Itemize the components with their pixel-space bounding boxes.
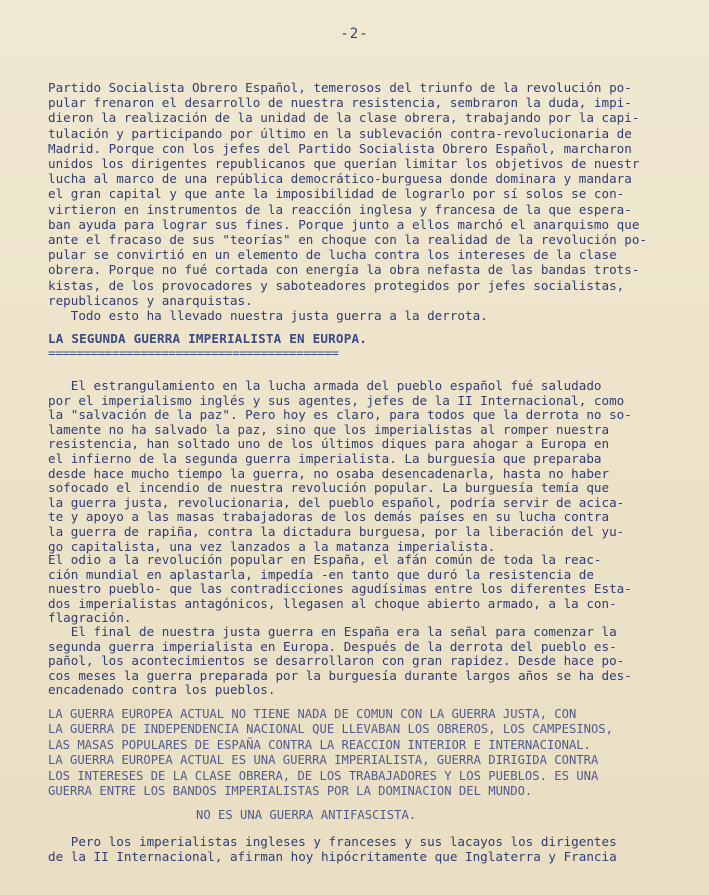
page-number: -2- — [340, 26, 369, 42]
paragraph-line: segunda guerra imperialista en Europa. Después de la derrota del pueblo es- — [48, 638, 617, 654]
paragraph-line: cos meses la guerra preparada por la burguesía durante largos años se ha des- — [48, 667, 632, 683]
paragraph-line: kistas, de los provocadores y saboteadores protegidos por jefes socialistas, — [48, 277, 625, 293]
paragraph-line: de la II Internacional, afirman hoy hipócritamente que Inglaterra y Francia — [48, 849, 617, 864]
paragraph-line: unidos los dirigentes republicanos que querían limitar los objetivos de nuestr — [48, 156, 640, 171]
paragraph-line: pañol, los acontecimientos se desarrollaron con gran rapidez. Desde hace po- — [48, 653, 625, 669]
paragraph-line: por el imperialismo inglés y sus agentes, jefes de la II Internacional, como — [48, 392, 625, 408]
section-heading: LA SEGUNDA GUERRA IMPERIALISTA EN EUROPA. — [48, 331, 368, 346]
paragraph-line: sofocado el incendio de nuestra revolución popular. La burguesía temía que — [48, 480, 610, 496]
paragraph-line: El odio a la revolución popular en España, el afán común de toda la reac- — [48, 552, 602, 567]
paragraph-line: flagración. — [48, 610, 132, 626]
section-heading-rule: ========================================= — [48, 345, 339, 360]
paragraph-line: resistencia, han soltado uno de los últimos diques para ahogar a Europa en — [48, 436, 610, 452]
paragraph-line: la "salvación de la paz". Pero hoy es claro, para todos que la derrota no so- — [48, 407, 632, 423]
paragraph-line: lucha al marco de una república democrático-burguesa donde dominara y mandara — [48, 171, 632, 187]
paragraph-line: lamente no ha salvado la paz, sino que los imperialistas al romper nuestra — [48, 421, 610, 437]
paragraph-line: ban ayuda para lograr sus fines. Porque junto a ellos marchó el anarquismo que — [48, 216, 640, 232]
paragraph-line: pular frenaron el desarrollo de nuestra resistencia, sembraron la duda, impi- — [48, 95, 632, 111]
paragraph-line: Madrid. Porque con los jefes del Partido Socialista Obrero Español, marcharon — [48, 140, 632, 156]
paragraph-line: Partido Socialista Obrero Español, temerosos del triunfo de la revolución po- — [48, 80, 632, 95]
paragraph-line: nuestro pueblo- que las contradicciones agudísimas entre los diferentes Esta- — [48, 581, 632, 597]
paragraph-line: El estrangulamiento en la lucha armada del pueblo español fué saludado — [48, 378, 602, 393]
paragraph-line: tulación y participando por último en la sublevación contra-revolucionaria de — [48, 125, 632, 141]
caps-paragraph-line: GUERRA ENTRE LOS BANDOS IMPERIALISTAS POR LA DOMINACION DEL MUNDO. — [48, 784, 533, 798]
caps-paragraph-line: LAS MASAS POPULARES DE ESPAÑA CONTRA LA REACCION INTERIOR E INTERNACIONAL. — [48, 737, 591, 752]
caps-centered-line: NO ES UNA GUERRA ANTIFASCISTA. — [196, 808, 417, 822]
paragraph-line: el infierno de la segunda guerra imperialista. La burguesía que preparaba — [48, 451, 602, 466]
paragraph-line: la guerra de rapiña, contra la dictadura burguesa, por la liberación del yu- — [48, 524, 625, 539]
paragraph-line: te y apoyo a las masas trabajadoras de los demás países en su lucha contra — [48, 509, 610, 525]
paragraph-line: ante el fracaso de sus "teorías" en choque con la realidad de la revolución po- — [48, 232, 647, 247]
paragraph-line: Pero los imperialistas ingleses y franceses y sus lacayos los dirigentes — [48, 834, 617, 849]
paragraph-line: pular se convirtió en un elemento de lucha contra los intereses de la clase — [48, 247, 617, 263]
paragraph-line: dos imperialistas antagónicos, llegasen al choque abierto armado, a la con- — [48, 595, 617, 611]
paragraph-line: virtieron en instrumentos de la reacción inglesa y francesa de la que espera- — [48, 201, 632, 217]
paragraph-line: la guerra justa, revolucionaria, del pueblo español, podría servir de acica- — [48, 494, 625, 510]
caps-paragraph-line: LA GUERRA EUROPEA ACTUAL NO TIENE NADA DE COMUN CON LA GUERRA JUSTA, CON — [48, 707, 577, 721]
paragraph-line: el gran capital y que ante la imposibilidad de lograrlo por sí solos se con- — [48, 186, 625, 202]
paragraph-line: Todo esto ha llevado nuestra justa guerra a la derrota. — [48, 308, 488, 323]
paragraph-line: ción mundial en aplastarla, impedía -en tanto que duró la resistencia de — [48, 566, 594, 582]
paragraph-line: encadenado contra los pueblos. — [48, 682, 276, 698]
paragraph-line: obrera. Porque no fué cortada con energía la obra nefasta de las bandas trots- — [48, 262, 640, 278]
paragraph-line: dieron la realización de la unidad de la clase obrera, trabajando por la capi- — [48, 110, 640, 126]
paragraph-line: desde hace mucho tiempo la guerra, no osaba desencadenarla, hasta no haber — [48, 465, 610, 481]
paragraph-line: republicanos y anarquistas. — [48, 292, 253, 308]
paragraph-line: go capitalista, una vez lanzados a la matanza imperialista. — [48, 538, 496, 554]
paragraph-line: El final de nuestra justa guerra en España era la señal para comenzar la — [48, 624, 617, 639]
caps-paragraph-line: LA GUERRA EUROPEA ACTUAL ES UNA GUERRA IMPERIALISTA, GUERRA DIRIGIDA CONTRA — [48, 753, 599, 768]
caps-paragraph-line: LA GUERRA DE INDEPENDENCIA NACIONAL QUE LLEVABAN LOS OBREROS, LOS CAMPESINOS, — [48, 722, 613, 737]
caps-paragraph-line: LOS INTERESES DE LA CLASE OBRERA, DE LOS TRABAJADORES Y LOS PUEBLOS. ES UNA — [48, 768, 599, 783]
